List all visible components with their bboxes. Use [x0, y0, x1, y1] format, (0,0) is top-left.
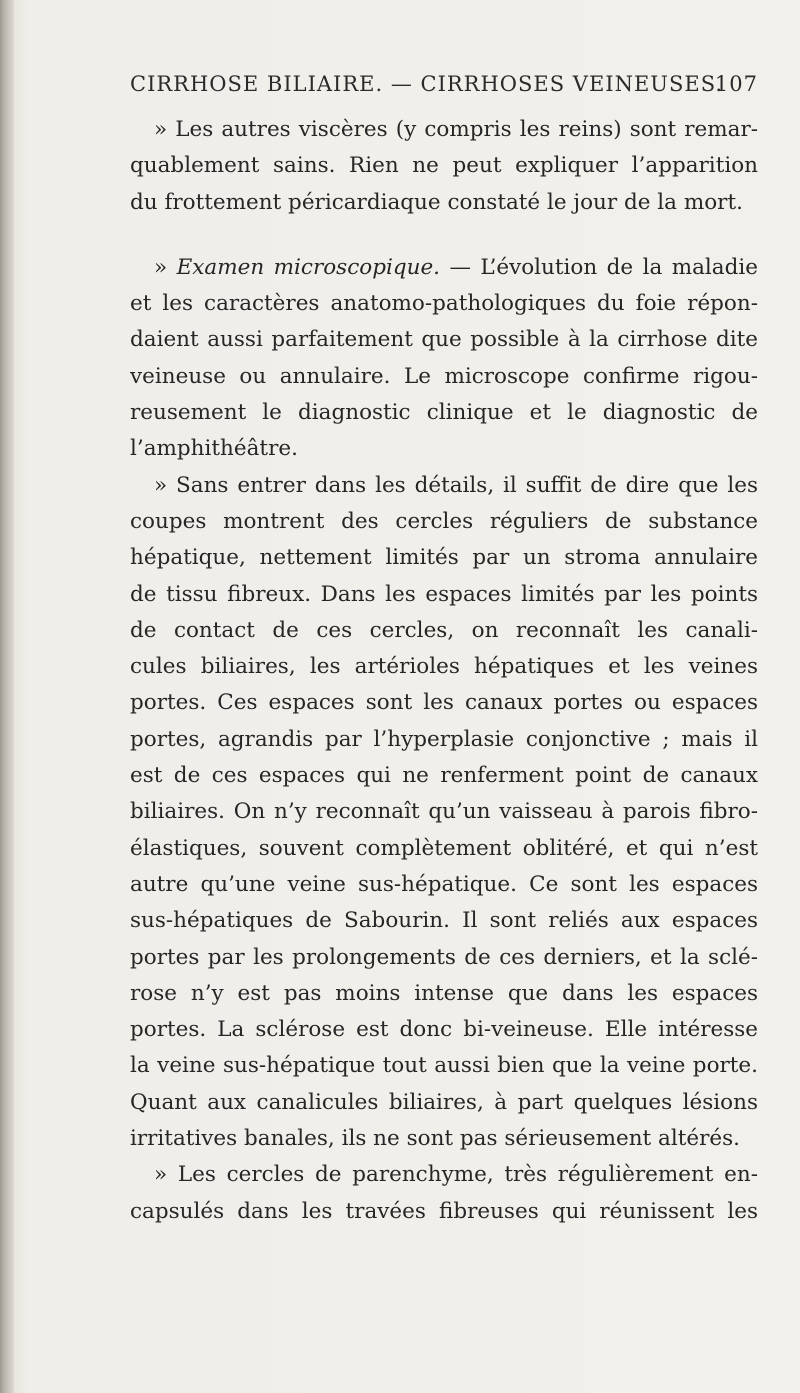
text-line: portes. Ces espaces sont les canaux portes ou espaces — [130, 690, 758, 716]
text-line: la veine sus-hépatique tout aussi bien que la veine porte. — [130, 1053, 758, 1079]
body-text — [130, 112, 758, 1230]
quote-mark: » — [154, 254, 177, 280]
text-line: » Sans entrer dans les détails, il suffit de dire que les — [154, 472, 758, 498]
text-line: portes par les prolongements de ces derniers, et la sclé- — [130, 944, 758, 970]
running-title: CIRRHOSE BILIAIRE. — CIRRHOSES VEINEUSES. — [130, 72, 724, 96]
text-line: » Les autres viscères (y compris les reins) sont remar- — [154, 117, 758, 142]
text-line — [130, 250, 758, 286]
text-line: autre qu’une veine sus-hépatique. Ce sont les espaces — [130, 871, 758, 897]
text-line: » Les cercles de parenchyme, très régulièrement en- — [154, 1162, 758, 1188]
text-line: rose n’y est pas moins intense que dans les espaces — [130, 980, 758, 1006]
text-line: élastiques, souvent complètement oblitéré, et qui n’est — [130, 835, 758, 861]
text-line: de tissu fibreux. Dans les espaces limités par les points — [130, 581, 758, 607]
text-line: coupes montrent des cercles réguliers de substance — [130, 508, 758, 534]
text-line: et les caractères anatomo-pathologiques du foie répon- — [130, 291, 758, 317]
text-line: biliaires. On n’y reconnaît qu’un vaisseau à parois fibro- — [130, 799, 758, 825]
text-line: capsulés dans les travées fibreuses qui réunissent les — [130, 1198, 758, 1224]
text-line: de contact de ces cercles, on reconnaît les canali- — [130, 617, 758, 643]
section-heading: Examen microscopique. — [176, 254, 441, 280]
text-line: portes, agrandis par l’hyperplasie conjonctive ; mais il — [130, 726, 758, 752]
text-line: est de ces espaces qui ne renferment point de canaux — [130, 763, 758, 789]
text-line: hépatique, nettement limités par un stroma annulaire — [130, 545, 758, 571]
text-line: portes. La sclérose est donc bi-veineuse. Elle intéresse — [130, 1017, 758, 1043]
paragraph-gap — [130, 221, 758, 250]
text-line: cules biliaires, les artérioles hépatiques et les veines — [130, 654, 758, 680]
text-line: irritatives banales, ils ne sont pas sérieusement altérés. — [130, 1126, 740, 1152]
text-line: veineuse ou annulaire. Le microscope confirme rigou- — [130, 363, 758, 389]
text-run: — L’évolution de la maladie — [440, 254, 758, 280]
page-number: 107 — [714, 72, 758, 96]
text-line: Quant aux canalicules biliaires, à part quelques lésions — [130, 1089, 758, 1115]
page-binding-edge — [0, 0, 14, 1393]
text-line: l’amphithéâtre. — [130, 436, 298, 462]
text-line: du frottement péricardiaque constaté le jour de la mort. — [130, 189, 743, 215]
text-line: reusement le diagnostic clinique et le diagnostic de — [130, 400, 758, 426]
text-line: quablement sains. Rien ne peut expliquer l’apparition — [130, 153, 758, 179]
text-line: daient aussi parfaitement que possible à la cirrhose dite — [130, 327, 758, 353]
text-line: sus-hépatiques de Sabourin. Il sont reliés aux espaces — [130, 908, 758, 934]
running-header — [130, 72, 758, 102]
